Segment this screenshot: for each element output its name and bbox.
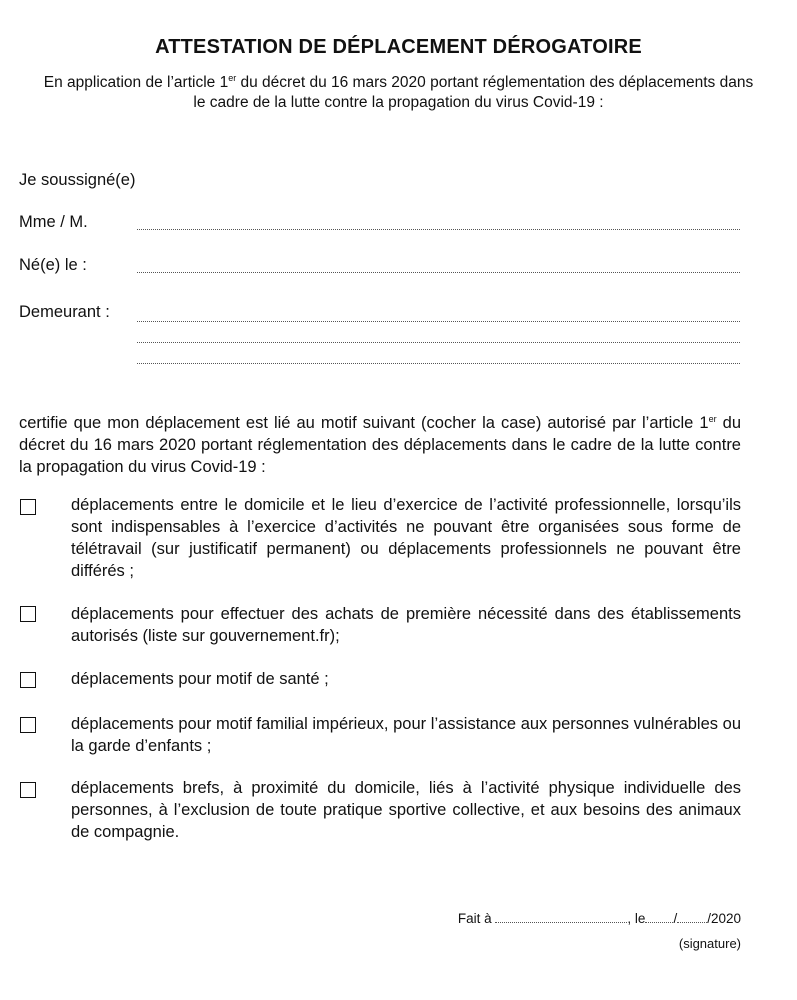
- page-title: ATTESTATION DE DÉPLACEMENT DÉROGATOIRE: [155, 36, 642, 58]
- place-date-line: [458, 910, 741, 926]
- birth-date-label: Né(e) le :: [19, 256, 87, 274]
- year-label: /2020: [707, 911, 741, 926]
- certify-text-2: du décret du 16 mars 2020 portant réglementation des déplacements dans le cadre de la lutte contre la propagation du virus Covid-19 :: [19, 414, 742, 476]
- birth-date-field[interactable]: [137, 272, 740, 273]
- option-professional-text: déplacements entre le domicile et le lieu d’exercice de l’activité professionnelle, lorsqu’ils sont indispensables à l’exercice d’activités ne pouvant être organisées sous forme de télétravail (sur justificatif permanent) ou déplacements professionnels ne pouvant être différés ;: [71, 496, 741, 580]
- name-field[interactable]: [137, 229, 740, 230]
- address-field-line-2[interactable]: [137, 342, 740, 343]
- name-label: Mme / M.: [19, 213, 88, 231]
- option-physical-activity-text: déplacements brefs, à proximité du domicile, liés à l’activité physique individuelle des personnes, à l’exclusion de toute pratique sportive collective, et aux besoins des animaux de compagnie.: [71, 779, 741, 841]
- checkbox-purchases[interactable]: [20, 606, 36, 622]
- option-family-text: déplacements pour motif familial impérieux, pour l’assistance aux personnes vulnérables ou la garde d’enfants ;: [71, 715, 741, 755]
- place-field[interactable]: [495, 910, 627, 923]
- address-label: Demeurant :: [19, 303, 110, 321]
- checkbox-health[interactable]: [20, 672, 36, 688]
- option-health-text: déplacements pour motif de santé ;: [71, 670, 329, 688]
- certify-superscript: er: [708, 414, 717, 424]
- signature-label: (signature): [678, 936, 741, 951]
- date-separator: /: [673, 911, 678, 926]
- intro-label: Je soussigné(e): [19, 171, 136, 189]
- checkbox-family[interactable]: [20, 717, 36, 733]
- day-field[interactable]: [645, 910, 673, 923]
- option-purchases-text: déplacements pour effectuer des achats de première nécessité dans des établissements autorisés (liste sur gouvernement.fr);: [71, 605, 741, 645]
- address-field-line-3[interactable]: [137, 363, 740, 364]
- subtitle-text-1: En application de l’article 1: [43, 74, 229, 91]
- certify-text-1: certifie que mon déplacement est lié au motif suivant (cocher la case) autorisé par l’article 1: [19, 414, 709, 432]
- checkbox-professional[interactable]: [20, 499, 36, 515]
- fait-a-label: Fait à: [457, 911, 492, 926]
- month-field[interactable]: [677, 910, 707, 923]
- checkbox-physical-activity[interactable]: [20, 782, 36, 798]
- address-field-line-1[interactable]: [137, 321, 740, 322]
- page-subtitle: [40, 73, 757, 113]
- certify-statement: [19, 412, 741, 478]
- subtitle-text-2: du décret du 16 mars 2020 portant réglementation des déplacements dans le cadre de la lutte contre la propagation du virus Covid-19 :: [193, 74, 754, 111]
- le-label: , le: [627, 911, 646, 926]
- subtitle-superscript: er: [228, 73, 237, 83]
